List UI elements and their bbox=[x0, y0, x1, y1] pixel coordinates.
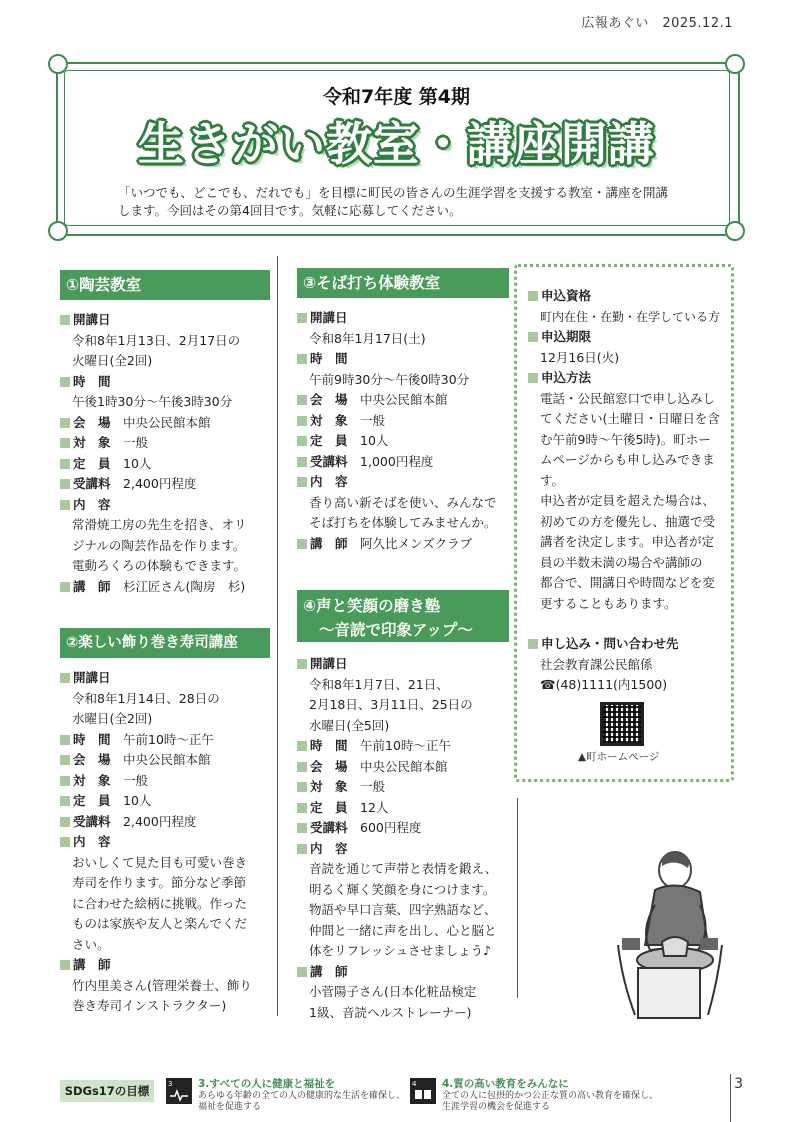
section-soba: ③そば打ち体験教室 開講日 令和8年1月17日(土) 時 間 午前9時30分～午後0時30分 会 場 中央公民館本館 対 象 一般 定 員 10人 受講料 1,000円程度 内 容 香り高い新そばを使い、みんなで そば打ちを体験してみませんか。 講 師 阿久比メンズクラブ bbox=[297, 268, 509, 554]
page-number: 3 bbox=[734, 1076, 743, 1092]
application-info: 申込資格 町内在住・在勤・在学している方 申込期限 12月16日(火) 申込方法 電話・公民館窓口で申し込みし てください(土曜日・日曜日を含 む午前9時～午後5時)。町ホー ムページからも申し込みできま す。 申込者が定員を超えた場合は、 初めての方を優先し、抽選で受 講者を決定します。申込者が定 員の半数未満の場合や講師の 都合で、開講日や時間などを変 更することもあります。 申し込み・問い合わせ先 社会教育課公民館係 ☎(48)1111(内1500) bbox=[528, 286, 724, 696]
intro-text: 「いつでも、どこでも、だれでも」を目標に町民の皆さんの生涯学習を支援する教室・講座を開講 します。今回はその第4回目です。気軽に応募してください。 bbox=[118, 185, 669, 218]
section-sushi: ②楽しい飾り巻き寿司講座 開講日 令和8年1月14日、28日の 水曜日(全2回) 時 間 午前10時～正午 会 場 中央公民館本館 対 象 一般 定 員 10人 受講料 2,400円程度 内 容 おいしくて見た目も可愛い巻き 寿司を作ります。節分など季節 に合わせた絵柄に挑戦。作った ものは家族や友人と楽んでくだ さい。 講 師 竹内里美さん(管理栄養士、飾り 巻き寿司インストラクター) bbox=[60, 628, 270, 1017]
section-heading: ②楽しい飾り巻き寿司講座 bbox=[60, 628, 270, 658]
potter-illustration bbox=[600, 850, 740, 1025]
section-heading: ③そば打ち体験教室 bbox=[297, 268, 509, 298]
sdgs-badge: SDGs17の目標 bbox=[60, 1080, 154, 1102]
section-voice: ④声と笑顔の磨き塾 ～音読で印象アップ～ 開講日 令和8年1月7日、21日、 2月18日、3月11日、25日の 水曜日(全5回) 時 間 午前10時～正午 会 場 中央公民館本館 対 象 一般 定 員 12人 受講料 600円程度 内 容 音読を通じて声帯と表情を鍛え、 明るく輝く笑顔を身につけます。 物語や早口言葉、四字熟語など、 仲間と一緒に声を出し、心と脳と 体をリフレッシュさせましょう♪ 講 師 小菅陽子さん(日本化粧品検定 1級、音読ヘルストレーナー) bbox=[297, 590, 509, 1023]
section-pottery: ①陶芸教室 開講日 令和8年1月13日、2月17日の 火曜日(全2回) 時 間 午後1時30分～午後3時30分 会 場 中央公民館本館 対 象 一般 定 員 10人 受講料 2,400円程度 内 容 常滑焼工房の先生を招き、オリ ジナルの陶芸作品を作ります。 電動ろくろの体験もできます。 講 師 杉江匠さん(陶房 杉) bbox=[60, 270, 270, 597]
page-title: 生きがい教室・講座開講 bbox=[138, 117, 655, 171]
issue-date: 広報あぐい 2025.12.1 bbox=[581, 16, 733, 31]
sdg3-text: 3.すべての人に健康と福祉を あらゆる年齢の全ての人の健康的な生活を確保し、 福祉を促進する bbox=[198, 1078, 406, 1112]
qr-code[interactable] bbox=[600, 702, 644, 746]
corner-ornament bbox=[48, 54, 68, 74]
sdg4-icon bbox=[410, 1078, 436, 1104]
column-divider bbox=[277, 256, 278, 1016]
corner-ornament bbox=[725, 221, 745, 241]
svg-text:3: 3 bbox=[168, 1080, 173, 1088]
section-heading: ④声と笑顔の磨き塾 ～音読で印象アップ～ bbox=[297, 590, 509, 642]
qr-caption: ▲町ホームページ bbox=[578, 751, 660, 763]
sdg4-text: 4.質の高い教育をみんなに 全ての人に包摂的かつ公正な質の高い教育を確保し、 生涯学習の機会を促進する bbox=[442, 1078, 659, 1112]
subtitle: 令和7年度 第4期 bbox=[322, 86, 471, 108]
corner-ornament bbox=[48, 221, 68, 241]
section-heading: ①陶芸教室 bbox=[60, 270, 270, 300]
column-divider bbox=[517, 798, 518, 998]
page-divider bbox=[730, 1074, 731, 1122]
label-date: 開講日 bbox=[60, 310, 270, 331]
svg-text:4: 4 bbox=[412, 1080, 417, 1088]
label-time: 時 間 bbox=[60, 372, 270, 393]
sdg3-icon bbox=[166, 1078, 192, 1104]
corner-ornament bbox=[725, 54, 745, 74]
